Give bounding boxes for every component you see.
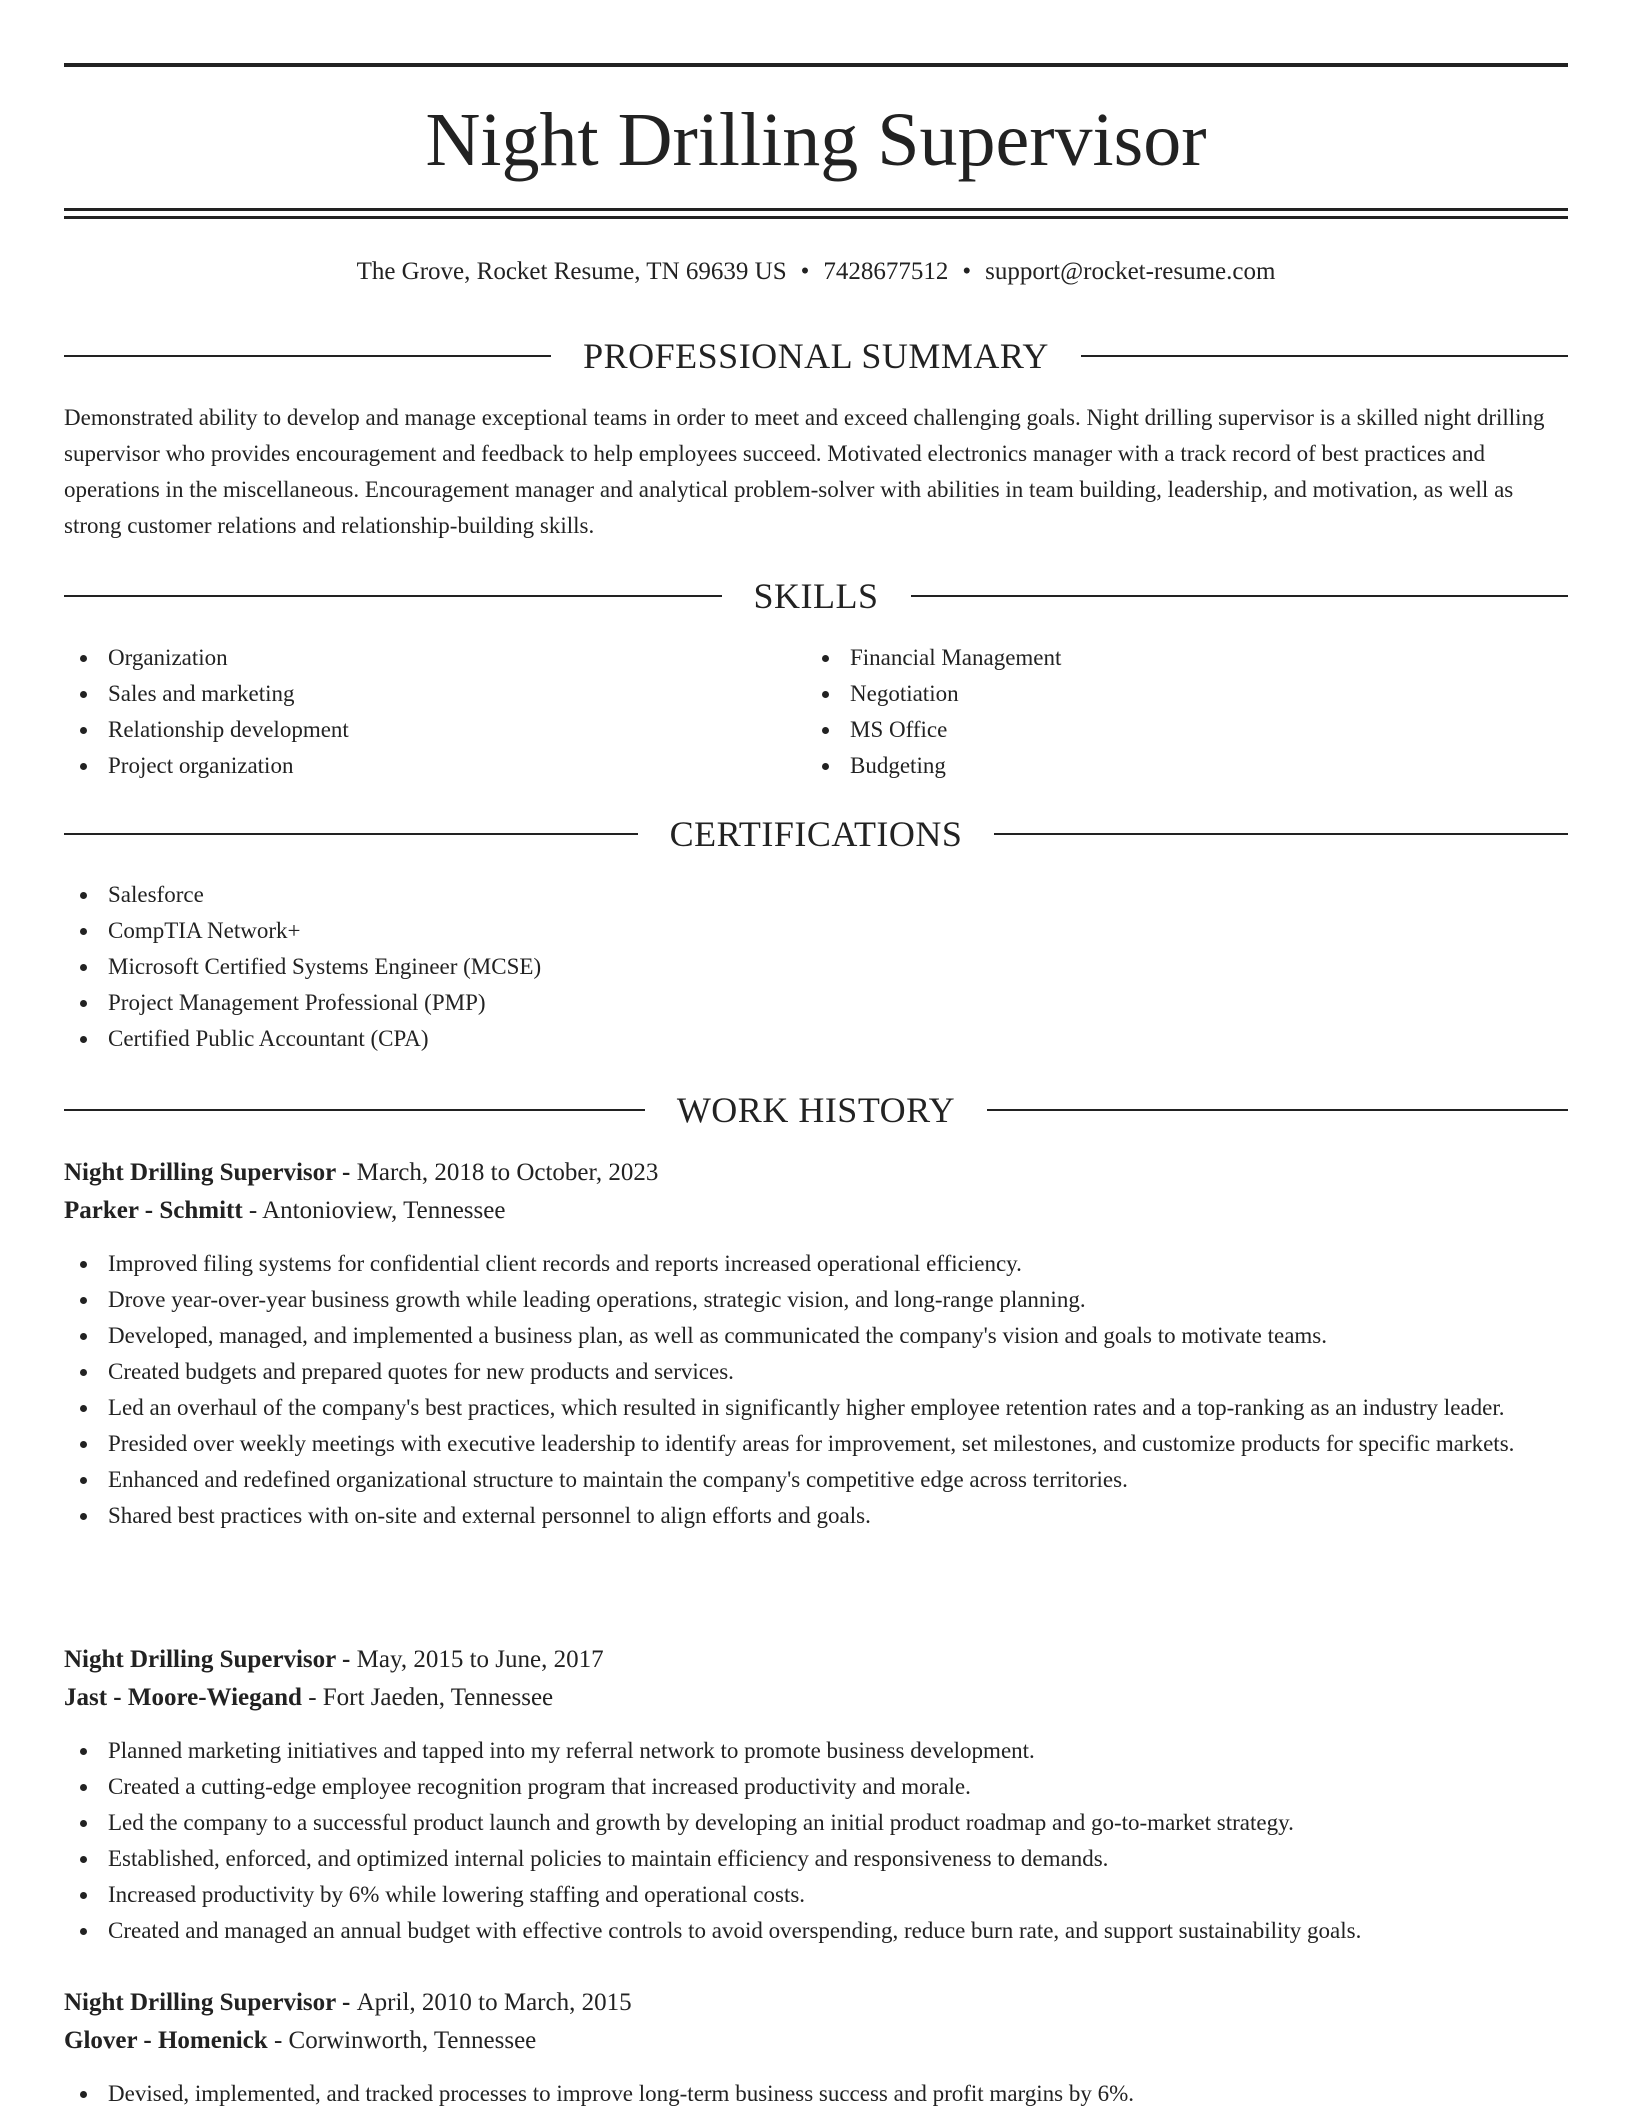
skill-item: Organization — [64, 640, 804, 676]
job-bullet: Established, enforced, and optimized internal policies to maintain efficiency and responsiveness to demands. — [64, 1841, 1568, 1877]
job-bullet: Led the company to a successful product launch and growth by developing an initial product roadmap and go-to-market strategy. — [64, 1805, 1568, 1841]
job-company-line — [64, 1192, 1568, 1230]
skill-item: Sales and marketing — [64, 676, 804, 712]
job-bullet: Created budgets and prepared quotes for new products and services. — [64, 1354, 1568, 1390]
job-role: Night Drilling Supervisor — [64, 1646, 336, 1673]
contact-separator: • — [962, 258, 972, 285]
certification-item: CompTIA Network+ — [64, 913, 1064, 949]
job-title-line — [64, 1641, 1568, 1679]
job-bullet: Drove year-over-year business growth while leading operations, strategic vision, and long-range planning. — [64, 1282, 1568, 1318]
job-bullet: Shared best practices with on-site and external personnel to align efforts and goals. — [64, 1498, 1568, 1534]
heading-rule — [911, 595, 1569, 597]
certification-item: Certified Public Accountant (CPA) — [64, 1021, 1064, 1057]
job-bullet: Devised, implemented, and tracked processes to improve long-term business success and profit margins by 6%. — [64, 2076, 1568, 2112]
skill-item: MS Office — [806, 712, 1546, 748]
job-role: Night Drilling Supervisor — [64, 1159, 336, 1186]
job-bullet: Presided over weekly meetings with executive leadership to identify areas for improvement, set milestones, and customize products for specific markets. — [64, 1426, 1568, 1462]
contact-email: support@rocket-resume.com — [985, 258, 1276, 285]
contact-address: The Grove, Rocket Resume, TN 69639 US — [356, 258, 787, 285]
job-role: Night Drilling Supervisor — [64, 1989, 336, 2016]
certification-item: Microsoft Certified Systems Engineer (MCSE) — [64, 949, 1064, 985]
job-entry — [64, 1984, 1568, 2112]
job-dash: - — [301, 1684, 323, 1711]
job-bullet: Improved filing systems for confidential client records and reports increased operational efficiency. — [64, 1246, 1568, 1282]
certifications-list — [64, 877, 1064, 1057]
skill-item: Financial Management — [806, 640, 1546, 676]
contact-separator: • — [800, 258, 810, 285]
contact-line — [64, 255, 1568, 289]
title-double-rule-lower — [64, 216, 1568, 219]
job-entry — [64, 1641, 1568, 1949]
job-bullet: Increased productivity by 6% while lowering staffing and operational costs. — [64, 1877, 1568, 1913]
job-dash: - — [242, 1197, 263, 1224]
contact-phone: 7428677512 — [823, 258, 949, 285]
job-bullet: Created a cutting-edge employee recognition program that increased productivity and morale. — [64, 1769, 1568, 1805]
job-company: Glover - Homenick — [64, 2027, 268, 2054]
skills-list-right — [806, 640, 1546, 784]
job-bullet: Developed, managed, and implemented a business plan, as well as communicated the company's vision and goals to motivate teams. — [64, 1318, 1568, 1354]
job-dates: May, 2015 to June, 2017 — [356, 1646, 604, 1673]
heading-rule — [987, 1109, 1568, 1111]
job-bullet: Enhanced and redefined organizational structure to maintain the company's competitive edge across territories. — [64, 1462, 1568, 1498]
section-title: PROFESSIONAL SUMMARY — [583, 336, 1049, 376]
skill-item: Relationship development — [64, 712, 804, 748]
section-title: CERTIFICATIONS — [669, 814, 963, 854]
job-company: Parker - Schmitt — [64, 1197, 243, 1224]
title-double-rule-upper — [64, 208, 1568, 211]
page-title: Night Drilling Supervisor — [425, 98, 1207, 182]
job-title-line — [64, 1984, 1568, 2022]
section-title: SKILLS — [753, 576, 879, 616]
job-location: Fort Jaeden, Tennessee — [322, 1684, 554, 1711]
job-company-line — [64, 2022, 1568, 2060]
job-company: Jast - Moore-Wiegand — [64, 1684, 302, 1711]
skills-list-left — [64, 640, 804, 784]
heading-rule — [64, 1109, 645, 1111]
job-company-line — [64, 1679, 1568, 1717]
job-location: Antonioview, Tennessee — [262, 1197, 506, 1224]
job-dash: - — [335, 1989, 357, 2016]
job-bullet: Led an overhaul of the company's best practices, which resulted in significantly higher employee retention rates and a top-ranking as an industry leader. — [64, 1390, 1568, 1426]
job-entry — [64, 1154, 1568, 1534]
skill-item: Budgeting — [806, 748, 1546, 784]
heading-rule — [64, 833, 638, 835]
job-dash: - — [335, 1646, 357, 1673]
section-heading-certifications — [64, 812, 1568, 856]
top-rule — [64, 63, 1568, 67]
section-title: WORK HISTORY — [676, 1090, 956, 1130]
skill-item: Negotiation — [806, 676, 1546, 712]
heading-rule — [994, 833, 1568, 835]
certification-item: Salesforce — [64, 877, 1064, 913]
job-bullets — [64, 2076, 1568, 2112]
heading-rule — [1081, 355, 1568, 357]
job-dates: March, 2018 to October, 2023 — [356, 1159, 659, 1186]
heading-rule — [64, 355, 551, 357]
job-location: Corwinworth, Tennessee — [288, 2027, 537, 2054]
job-dash: - — [267, 2027, 289, 2054]
job-dash: - — [335, 1159, 357, 1186]
heading-rule — [64, 595, 722, 597]
summary-paragraph: Demonstrated ability to develop and manage exceptional teams in order to meet and exceed challenging goals. Night drilling supervisor is a skilled night drilling supervisor who provides encouragement and feedback to help employees succeed. Motivated electronics manager with a track record of best practices and operations in the miscellaneous. Encouragement manager and analytical problem-solver with abilities in team building, leadership, and motivation, as well as strong customer relations and relationship-building skills. — [64, 405, 1545, 538]
section-heading-skills — [64, 574, 1568, 618]
job-bullet: Created and managed an annual budget with effective controls to avoid overspending, reduce burn rate, and support sustainability goals. — [64, 1913, 1568, 1949]
job-bullets — [64, 1246, 1568, 1534]
job-bullets — [64, 1733, 1568, 1949]
skill-item: Project organization — [64, 748, 804, 784]
job-title-line — [64, 1154, 1568, 1192]
section-heading-summary — [64, 334, 1568, 378]
section-heading-work-history — [64, 1088, 1568, 1132]
job-bullet: Planned marketing initiatives and tapped into my referral network to promote business development. — [64, 1733, 1568, 1769]
certification-item: Project Management Professional (PMP) — [64, 985, 1064, 1021]
job-dates: April, 2010 to March, 2015 — [356, 1989, 632, 2016]
